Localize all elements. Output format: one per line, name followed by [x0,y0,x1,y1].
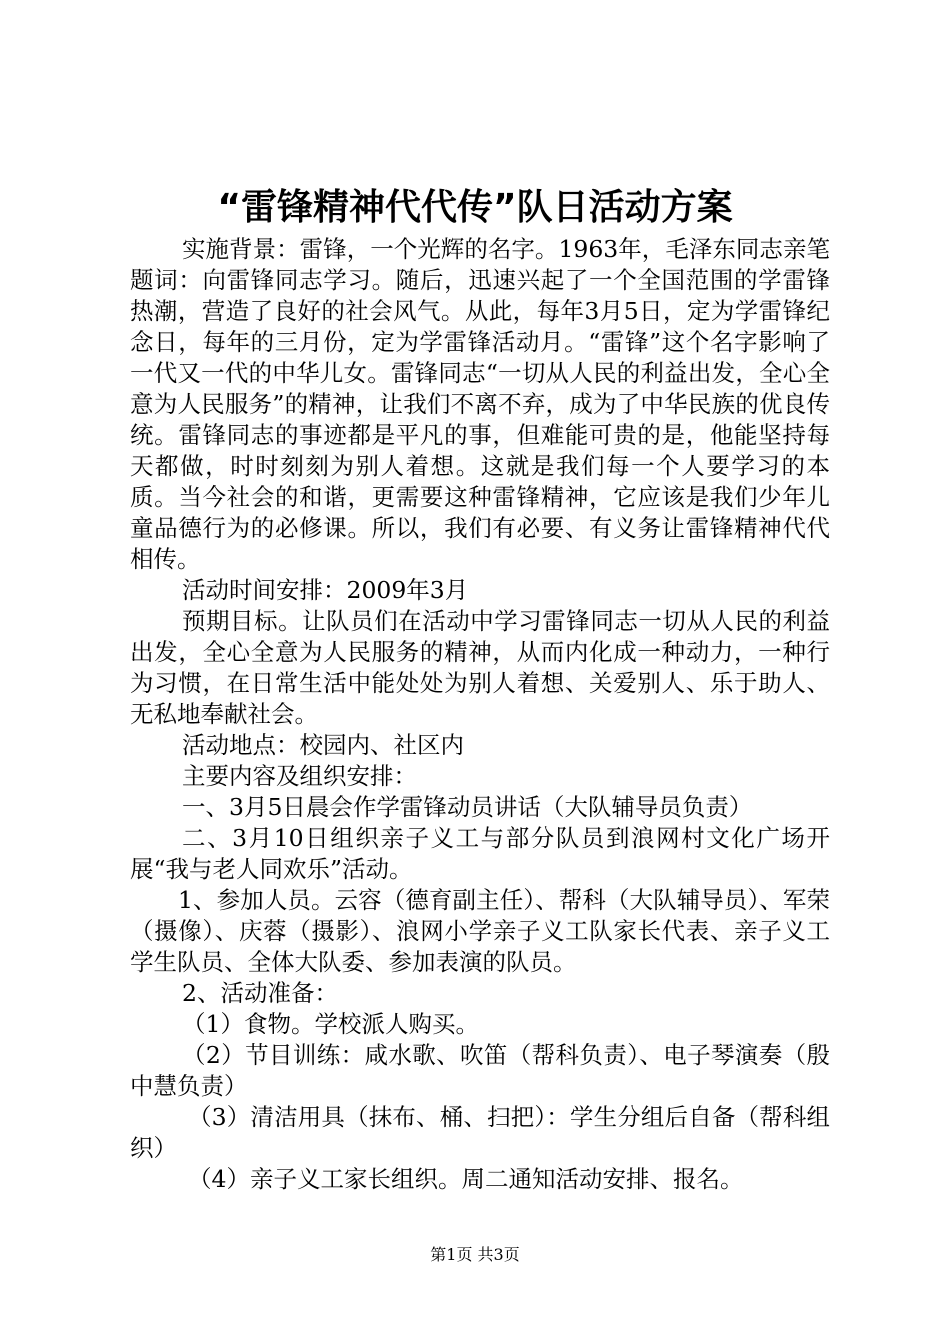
paragraph-preparation: 2、活动准备： [182,979,338,1007]
paragraph-prep-food: （1）食物。学校派人购买。 [182,1010,479,1038]
paragraph-prep-program: （2）节目训练：咸水歌、吹笛（帮科负责）、电子琴演奏（殷中慧负责） [130,1041,830,1100]
paragraph-schedule: 活动时间安排：2009年3月 [182,576,469,604]
paragraph-item-one: 一、3月5日晨会作学雷锋动员讲话（大队辅导员负责） [182,793,753,821]
paragraph-prep-parents: （4）亲子义工家长组织。周二通知活动安排、报名。 [188,1165,744,1193]
paragraph-prep-cleaning: （3）清洁用具（抹布、桶、扫把）：学生分组后自备（帮科组织） [130,1103,830,1162]
paragraph-participants: 1、参加人员。云容（德育副主任）、帮科（大队辅导员）、军荣（摄像）、庆蓉（摄影）、浪网小学亲子义工队家长代表、亲子义工学生队员、全体大队委、参加表演的队员。 [130,886,830,976]
paragraph-background: 实施背景：雷锋，一个光辉的名字。1963年，毛泽东同志亲笔题词：向雷锋同志学习。随后，迅速兴起了一个全国范围的学雷锋热潮，营造了良好的社会风气。从此，每年3月5日，定为学雷锋纪念日，每年的三月份，定为学雷锋活动月。“雷锋”这个名字影响了一代又一代的中华儿女。雷锋同志“一切从人民的利益出发，全心全意为人民服务”的精神，让我们不离不弃，成为了中华民族的优良传统。雷锋同志的事迹都是平凡的事，但难能可贵的是，他能坚持每天都做，时时刻刻为别人着想。这就是我们每一个人要学习的本质。当今社会的和谐，更需要这种雷锋精神，它应该是我们少年儿童品德行为的必修课。所以，我们有必要、有义务让雷锋精神代代相传。 [130,235,830,573]
page-number-footer: 第1页 共3页 [430,1245,520,1264]
paragraph-item-two: 二、3月10日组织亲子义工与部分队员到浪网村文化广场开展“我与老人同欢乐”活动。 [130,824,830,883]
paragraph-content-heading: 主要内容及组织安排： [182,762,417,790]
document-body [130,234,830,1195]
paragraph-location: 活动地点：校园内、社区内 [182,731,464,759]
document-title: “雷锋精神代代传”队日活动方案 [217,187,733,228]
paragraph-goal: 预期目标。让队员们在活动中学习雷锋同志一切从人民的利益出发，全心全意为人民服务的精神，从而内化成一种动力，一种行为习惯，在日常生活中能处处为别人着想、关爱别人、乐于助人、无私地奉献社会。 [130,607,830,728]
